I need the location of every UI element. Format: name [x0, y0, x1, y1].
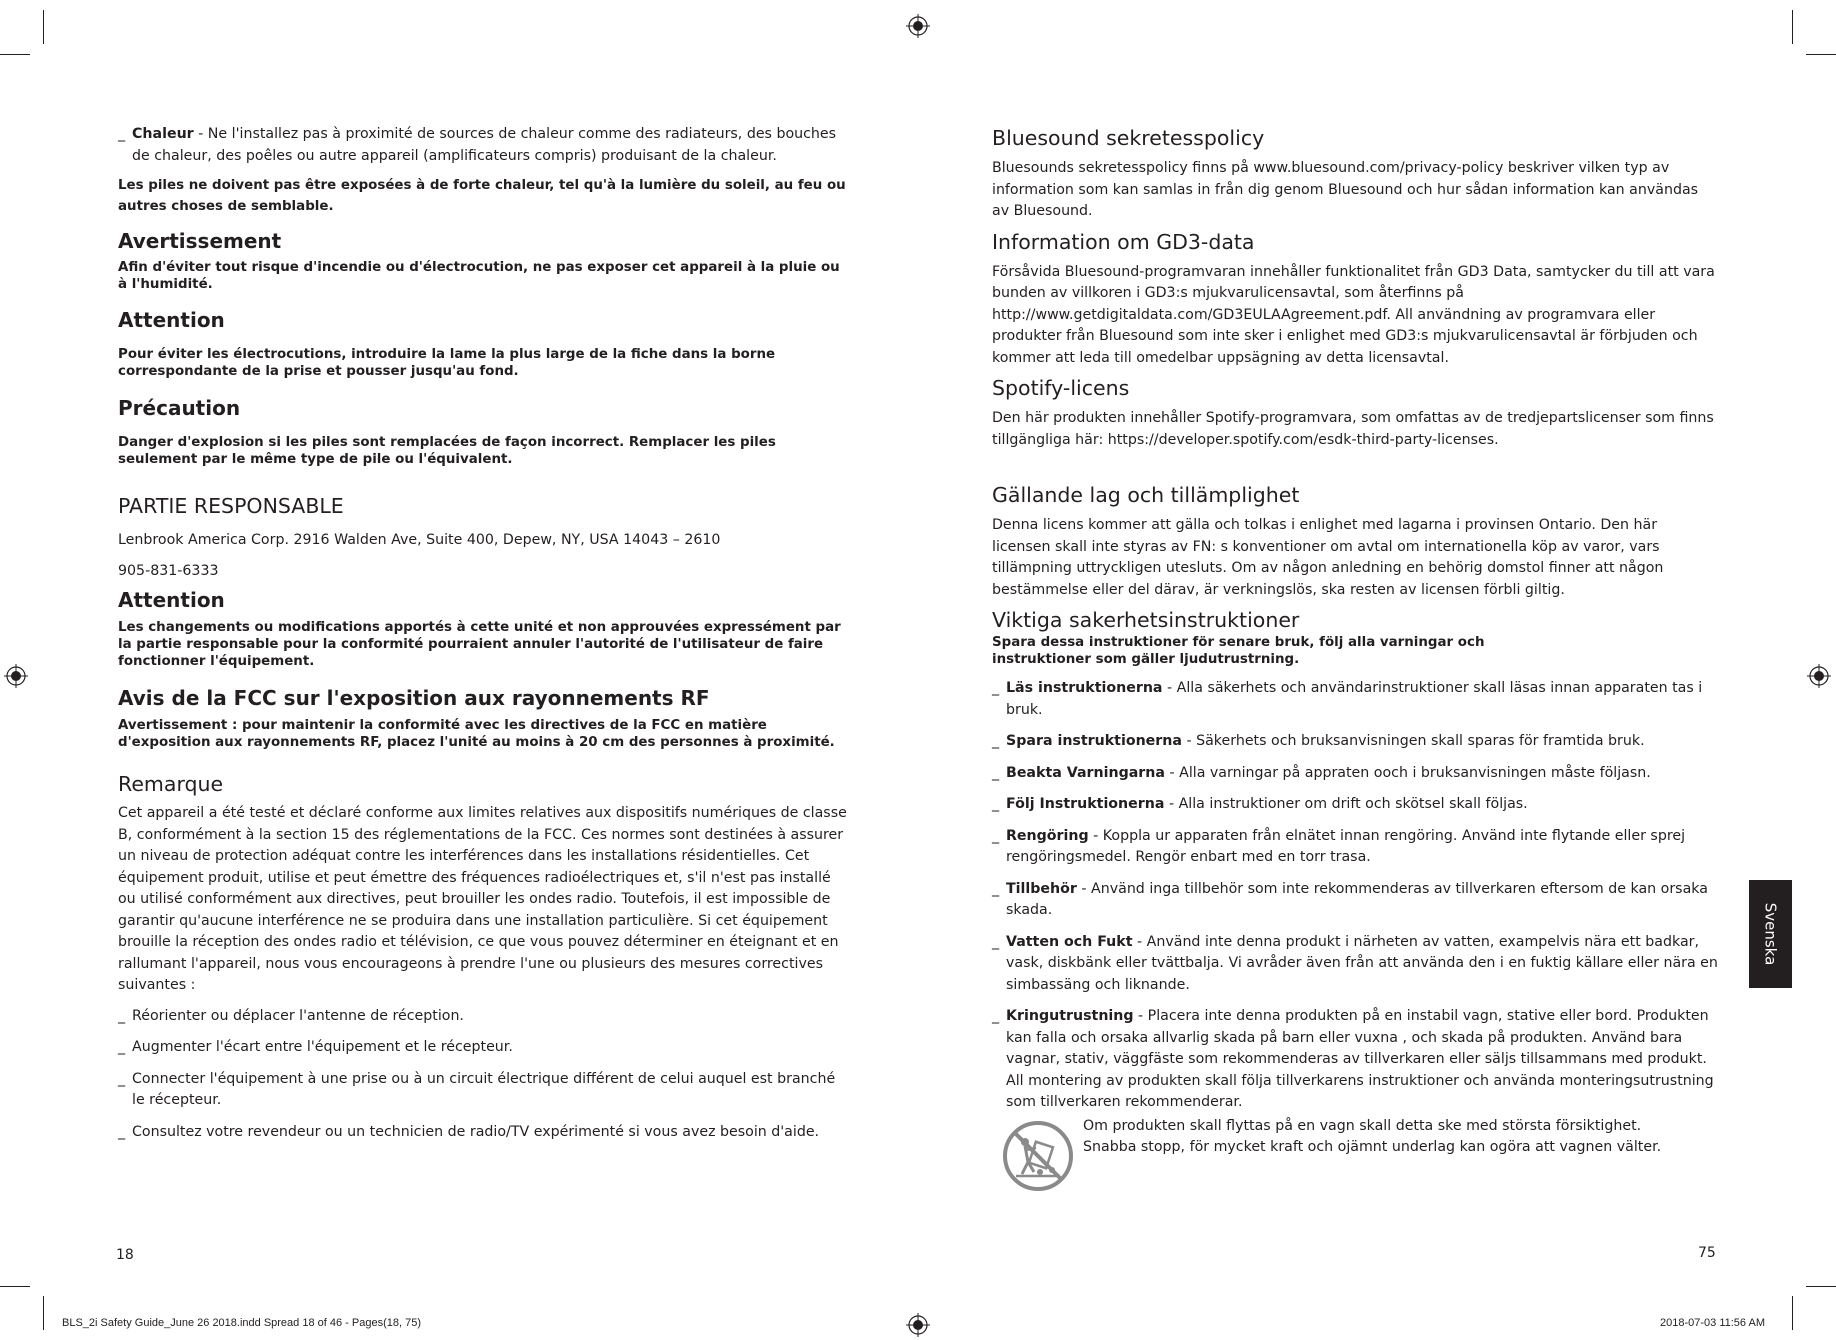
item-label: Beakta Varningarna	[1006, 764, 1165, 781]
item-text: - Alla varningar på appraten ooch i bruksanvisningen måste följasn.	[1164, 764, 1651, 781]
item-text: - Säkerhets och bruksanvisningen skall sparas för framtida bruk.	[1181, 733, 1645, 749]
item-text: - Alla säkerhets och användarinstruktioner skall läsas innan apparaten tas i bruk.	[1006, 680, 1703, 718]
section-text: Les changements ou modifications apportés à cette unité et non approuvées expressément par la partie responsable pour la conformité pourraient annuler l'autorité de l'utilisateur de faire fonctionner l'équipement.	[118, 620, 841, 669]
section-text: Avertissement : pour maintenir la conformité avec les directives de la FCC en matière d'exposition aux rayonnements RF, placez l'unité au moins à 20 cm des personnes à proximité.	[118, 718, 835, 750]
item-text: - Använd inte denna produkt i närheten av vatten, exampelvis nära ett badkar, vask, diskbänk eller tvättbalja. Vi avråder även från att använda den i en fuktig källare eller nära en simbassäng och liknande.	[1006, 933, 1718, 993]
list-item	[118, 1037, 848, 1059]
section-text: Cet appareil a été testé et déclaré conforme aux limites relatives aux dispositifs numériques de classe B, conformément à la section 15 des réglementations de la FCC. Ces normes sont destinées à assurer un niveau de protection adéquat contre les interférences dans les installations résidentielles. Cet équipement produit, utilise et peut émettre des fréquences radioélectriques et, s'il n'est pas installé ou utilisé conformément aux directives, peut brouiller les ondes radio. Toutefois, il est impossible de garantir qu'aucune interférence ne se produira dans une installation particulière. Si cet équipement brouille la réception des ondes radio et télévision, ce que vous pouvez déterminer en éteignant et en rallumant l'appareil, nous vous encourageons à prendre l'une ou plusieurs des mesures correctives suivantes :	[118, 805, 847, 993]
crop-mark	[1806, 54, 1836, 55]
section-text: Danger d'explosion si les piles sont remplacées de façon incorrect. Remplacer les piles seulement par le même type de pile ou l'équivalent.	[118, 435, 776, 467]
phone-number: 905-831-6333	[118, 562, 219, 579]
list-item	[118, 1069, 848, 1112]
bullet: _	[118, 1123, 126, 1140]
language-tab	[1749, 880, 1792, 988]
section-heading: Spotify-licens	[992, 376, 1130, 400]
bullet: _	[992, 827, 1000, 844]
section-heading: Information om GD3-data	[992, 229, 1255, 254]
section-heading: Attention	[118, 588, 225, 612]
list-item	[992, 763, 1718, 785]
crop-mark	[1806, 1286, 1836, 1287]
section-text: Den här produkten innehåller Spotify-programvara, som omfattas av de tredjepartslicenser som finns tillgängliga här: https://developer.spotify.com/esdk-third-party-licenses.	[992, 410, 1714, 448]
list-item	[992, 794, 1718, 816]
bullet: _	[992, 733, 1000, 749]
item-label: Kringutrustning	[1006, 1008, 1134, 1024]
list-item	[992, 678, 1718, 721]
section-heading: Viktiga sakerhetsinstruktioner	[992, 608, 1300, 632]
item-text: - Koppla ur apparaten från elnätet innan rengöring. Använd inte flytande eller sprej rengöringsmedel. Rengör enbart med en torr trasa.	[1006, 827, 1686, 865]
section-heading: Bluesound sekretesspolicy	[992, 126, 1265, 150]
language-tab-label: Svenska	[1761, 902, 1780, 966]
crop-mark	[1792, 10, 1793, 44]
left-page	[118, 124, 848, 1143]
item-label: Vatten och Fukt	[1006, 933, 1133, 950]
registration-mark-icon	[906, 14, 930, 38]
cart-warning-line: Snabba stopp, för mycket kraft och ojämnt underlag kan ogöra att vagnen välter.	[1083, 1139, 1662, 1155]
footer-file-info: BLS_2i Safety Guide_June 26 2018.indd Spread 18 of 46 - Pages(18, 75)	[62, 1317, 421, 1329]
item-text: - Alla instruktioner om drift och skötsel skall följas.	[1164, 796, 1528, 812]
item-label: Spara instruktionerna	[1006, 733, 1182, 749]
section-text: Bluesounds sekretesspolicy finns på www.bluesound.com/privacy-policy beskriver vilken typ av information som kan samlas in från dig genom Bluesound och hur sådan information kan användas av Bluesound.	[992, 160, 1699, 219]
list-item	[992, 731, 1718, 753]
item-label: Läs instruktionerna	[1006, 680, 1163, 696]
section-text: Försåvida Bluesound-programvaran innehåller funktionalitet från GD3 Data, samtycker du till att vara bunden av villkoren i GD3:s mjukvarulicensavtal, som återfinns på http://www.getdigitaldata.com/GD3EULAAgreement.pdf. All användning av programvara eller produkter från Bluesound som inte sker i enlighet med GD3:s mjukvarulicensavtal är förbjuden och kommer att leda till omedelbar uppsägning av detta licensavtal.	[992, 263, 1715, 366]
item-label: Följ Instruktionerna	[1006, 796, 1165, 812]
crop-mark	[43, 1296, 44, 1330]
bullet: _	[992, 796, 1000, 812]
list-item	[118, 1122, 848, 1144]
bullet: _	[118, 1039, 126, 1055]
item-text: - Placera inte denna produkten på en instabil vagn, stative eller bord. Produkten kan falla och orsaka allvarlig skada på barn eller vuxna , och skada på produkten. Använd bara vagnar, stativ, väggfäste som rekommenderas av tillverkaren eller säljs tillsammans med produkt. All montering av produkten skall följa tillverkarens instruktioner och använda monteringsutrustning som tillverkaren rekommenderar.	[1006, 1008, 1714, 1110]
item-text: Connecter l'équipement à une prise ou à un circuit électrique différent de celui auquel est branché le récepteur.	[132, 1070, 836, 1108]
address: Lenbrook America Corp. 2916 Walden Ave, Suite 400, Depew, NY, USA 14043 – 2610	[118, 532, 721, 548]
bullet: _	[992, 880, 1000, 897]
section-heading: Avis de la FCC sur l'exposition aux rayonnements RF	[118, 686, 710, 710]
cart-tip-warning-icon	[1002, 1120, 1074, 1192]
item-label: Tillbehör	[1006, 880, 1077, 897]
section-text: Denna licens kommer att gälla och tolkas i enlighet med lagarna i provinsen Ontario. Den här licensen skall inte styras av FN: s konventioner om avtal om internationella köp av varor, vars tillämpning uttryckligen utesluts. Om av någon anledning en behörig domstol finner att någon bestämmelse eller del därav, är verkningslös, ska resten av licensen förbli giltig.	[992, 517, 1664, 598]
section-heading: Gällande lag och tillämplighet	[992, 483, 1300, 507]
section-heading: Avertissement	[118, 229, 282, 253]
crop-mark	[0, 1286, 30, 1287]
item-text: Augmenter l'écart entre l'équipement et le récepteur.	[132, 1039, 513, 1055]
footer-timestamp: 2018-07-03 11:56 AM	[1660, 1317, 1765, 1329]
section-heading: Remarque	[118, 772, 224, 796]
cart-warning-text	[1083, 1116, 1661, 1159]
item-text: Réorienter ou déplacer l'antenne de réception.	[132, 1007, 464, 1024]
bullet: _	[118, 126, 126, 142]
list-item	[992, 1006, 1718, 1114]
section-heading: PARTIE RESPONSABLE	[118, 494, 344, 518]
intro-line: instruktioner som gäller ljudutrustrning.	[992, 652, 1300, 667]
section-heading: Attention	[118, 308, 225, 332]
registration-mark-icon	[906, 1313, 930, 1337]
page-number-left: 18	[116, 1247, 134, 1263]
bullet: _	[992, 933, 1000, 950]
section-intro	[992, 634, 1718, 668]
item-label: Chaleur	[132, 126, 194, 142]
bullet: _	[992, 1008, 1000, 1024]
page-number-right: 75	[1698, 1245, 1716, 1261]
crop-mark	[43, 10, 44, 44]
list-item	[992, 879, 1718, 922]
item-label: Rengöring	[1006, 827, 1089, 844]
crop-mark	[1792, 1296, 1793, 1330]
list-item	[118, 124, 848, 167]
cart-warning-line: Om produkten skall flyttas på en vagn skall detta ske med största försiktighet.	[1083, 1117, 1642, 1134]
crop-mark	[0, 54, 30, 55]
battery-warning: Les piles ne doivent pas être exposées à de forte chaleur, tel qu'à la lumière du soleil, au feu ou autres choses de semblable.	[118, 178, 846, 214]
cart-warning	[992, 1116, 1718, 1192]
item-text: - Använd inga tillbehör som inte rekommenderas av tillverkaren eftersom de kan orsaka skada.	[1006, 880, 1708, 918]
list-item	[118, 1006, 848, 1028]
bullet: _	[118, 1070, 126, 1087]
section-heading: Précaution	[118, 396, 241, 420]
section-text: Afin d'éviter tout risque d'incendie ou d'électrocution, ne pas exposer cet appareil à la pluie ou à l'humidité.	[118, 260, 840, 292]
item-text: - Ne l'installez pas à proximité de sources de chaleur comme des radiateurs, des bouches de chaleur, des poêles ou autre appareil (amplificateurs compris) produisant de la chaleur.	[132, 126, 837, 164]
bullet: _	[118, 1007, 126, 1024]
item-text: Consultez votre revendeur ou un technicien de radio/TV expérimenté si vous avez besoin d'aide.	[132, 1123, 820, 1140]
list-item	[992, 826, 1718, 869]
intro-line: Spara dessa instruktioner för senare bruk, följ alla varningar och	[992, 635, 1485, 650]
list-item	[992, 932, 1718, 997]
bullet: _	[992, 680, 1000, 696]
section-text: Pour éviter les électrocutions, introduire la lame la plus large de la fiche dans la borne correspondante de la prise et pousser jusqu'au fond.	[118, 347, 776, 379]
bullet: _	[992, 764, 1000, 781]
right-page	[992, 124, 1718, 1192]
registration-mark-icon	[1807, 664, 1831, 688]
registration-mark-icon	[4, 664, 28, 688]
